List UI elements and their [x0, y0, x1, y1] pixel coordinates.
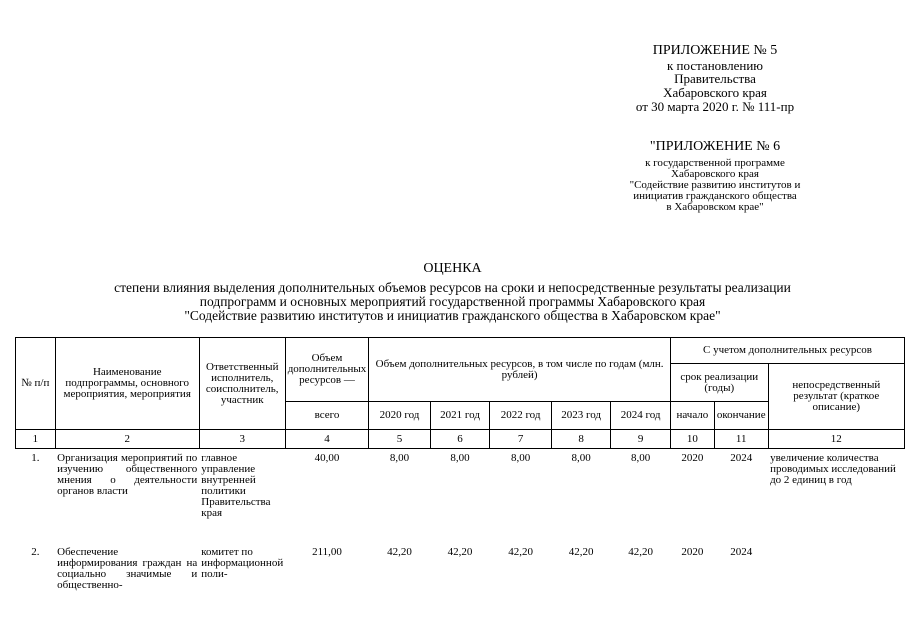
column-number: 12	[768, 430, 904, 449]
row-name: Организация мероприятий по изучению общественного мнения о деятельности органов власти	[57, 452, 198, 497]
document-subtitle-line: степени влияния выделения дополнительных объемов ресурсов на сроки и непосредственные результаты реализации	[114, 279, 791, 295]
header-year: 2024 год	[611, 402, 671, 430]
row-start: 2020	[681, 545, 704, 558]
appendix-6-title: "ПРИЛОЖЕНИЕ № 6	[649, 139, 781, 154]
header-responsible: Ответственный исполнитель, соисполнитель, участник	[199, 338, 285, 430]
header-name: Наименование подпрограммы, основного мероприятия, мероприятия	[55, 338, 199, 430]
appendix-5-header	[610, 44, 820, 113]
row-y2021: 42,20	[447, 545, 473, 558]
header-with-additional-resources: С учетом дополнительных ресурсов	[670, 338, 904, 364]
row-end: 2024	[730, 545, 753, 558]
column-number: 11	[714, 430, 768, 449]
row-y2022: 8,00	[510, 452, 531, 464]
row-name: Обеспечение информирования граждан на социально значимые и общественно-	[57, 545, 198, 591]
header-end: окончание	[714, 402, 768, 430]
document-subtitle-line: "Содействие развитию институтов и инициатив гражданского общества в Хабаровском крае"	[184, 308, 721, 324]
row-y2020: 42,20	[387, 545, 412, 558]
assessment-table	[15, 337, 905, 592]
column-number: 9	[611, 430, 671, 449]
document-title: ОЦЕНКА	[423, 261, 482, 276]
row-num: 2.	[31, 545, 40, 558]
column-number: 7	[490, 430, 552, 449]
header-period: срок реализации (годы)	[670, 364, 768, 402]
row-num: 1.	[31, 452, 40, 464]
column-number: 5	[369, 430, 431, 449]
header-volume: Объем дополнительных ресурсов —	[285, 338, 369, 402]
row-start: 2020	[681, 452, 704, 464]
row-y2023: 42,20	[568, 545, 594, 558]
row-responsible: комитет по информационной поли-	[201, 545, 284, 580]
column-number: 4	[285, 430, 369, 449]
column-number: 1	[16, 430, 56, 449]
row-end: 2024	[730, 452, 753, 464]
column-number: 2	[55, 430, 199, 449]
header-year: 2021 год	[430, 402, 490, 430]
appendix-5-line: к постановлению	[666, 57, 764, 73]
row-y2023: 8,00	[571, 452, 591, 464]
row-result	[768, 543, 904, 592]
row-responsible: главное управление внутренней политики Правительства края	[201, 452, 271, 519]
document-subtitle-line: подпрограмм и основных мероприятий государственной программы Хабаровского края	[199, 293, 706, 309]
column-number: 8	[551, 430, 611, 449]
row-y2024: 8,00	[631, 452, 651, 464]
appendix-6-line: Хабаровского края	[671, 167, 759, 180]
header-volume-by-years: Объем дополнительных ресурсов, в том числе по годам (млн. рублей)	[369, 338, 671, 402]
appendix-5-line: Правительства	[674, 71, 756, 87]
header-year: 2020 год	[369, 402, 431, 430]
appendix-6-line: в Хабаровском крае"	[666, 200, 764, 213]
document-title-block	[0, 262, 905, 323]
column-number: 6	[430, 430, 490, 449]
header-result: непосредственный результат (краткое описание)	[768, 364, 904, 430]
row-y2021: 8,00	[450, 452, 470, 464]
header-volume-total: всего	[285, 402, 369, 430]
row-total: 211,00	[312, 545, 342, 558]
appendix-6-line: к государственной программе	[645, 156, 785, 169]
table-row	[16, 449, 905, 543]
row-y2020: 8,00	[389, 452, 410, 464]
appendix-5-line: Хабаровского края	[663, 84, 767, 100]
appendix-5-line: от 30 марта 2020 г. № 111-пр	[635, 98, 795, 114]
column-number: 10	[670, 430, 714, 449]
row-y2024: 42,20	[628, 545, 654, 558]
header-year: 2022 год	[490, 402, 552, 430]
appendix-6-header	[600, 140, 830, 213]
appendix-6-line: "Содействие развитию институтов и	[629, 178, 801, 191]
row-total: 40,00	[314, 452, 340, 464]
header-year: 2023 год	[551, 402, 611, 430]
appendix-5-title: ПРИЛОЖЕНИЕ № 5	[652, 43, 778, 58]
column-number: 3	[199, 430, 285, 449]
appendix-6-line: инициатив гражданского общества	[633, 189, 797, 202]
header-num: № п/п	[16, 338, 56, 430]
table-row	[16, 543, 905, 592]
row-result: увеличение количества проводимых исследований до 2 единиц в год	[770, 452, 896, 486]
row-y2022: 42,20	[508, 545, 533, 558]
header-start: начало	[670, 402, 714, 430]
